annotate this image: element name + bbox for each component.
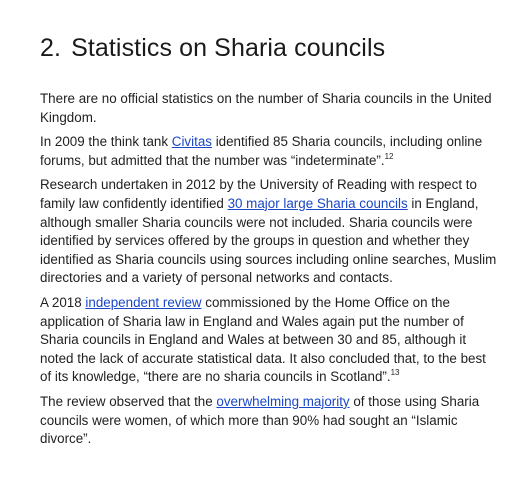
overwhelming-majority-link[interactable]: overwhelming majority — [216, 393, 350, 409]
paragraph-text-before: In 2009 the think tank — [40, 134, 172, 150]
civitas-link[interactable]: Civitas — [171, 134, 212, 150]
paragraph-independent-review — [40, 294, 500, 387]
paragraph-text-before: A 2018 — [40, 294, 86, 310]
section-number: 2. — [40, 34, 62, 62]
major-sharia-councils-link[interactable]: 30 major large Sharia councils — [227, 195, 408, 211]
section-title: Statistics on Sharia councils — [71, 34, 386, 62]
footnote-marker-12: 12 — [384, 151, 394, 161]
footnote-marker-13: 13 — [390, 368, 400, 378]
paragraph-no-official-statistics — [40, 90, 500, 127]
paragraph-university-of-reading — [40, 176, 500, 288]
paragraph-overwhelming-majority — [40, 393, 500, 449]
section-heading — [40, 32, 500, 64]
paragraph-civitas — [40, 133, 500, 170]
paragraph-text-after: in England, although smaller Sharia councils were not included. Sharia councils were identified by services offered by the groups in question and whether they identified as Sharia councils using sources including online searches, Muslim directories and a variety of personal networks and contacts. — [40, 195, 497, 286]
paragraph-text-after: commissioned by the Home Office on the application of Sharia law in England and Wales again put the number of Sharia councils in England and Wales at between 30 and 85, although it noted the lack of accurate statistical data. It also concluded that, to the best of its knowledge, “there are no sharia councils in Scotland”. — [40, 294, 486, 385]
paragraph-text: There are no official statistics on the number of Sharia councils in the United Kingdom. — [40, 91, 492, 125]
paragraph-text-before: Research undertaken in 2012 by the University of Reading with respect to family law confidently identified — [40, 177, 477, 211]
independent-review-link[interactable]: independent review — [85, 294, 202, 310]
paragraph-text-after: of those using Sharia councils were women, of which more than 90% had sought an “Islamic divorce”. — [40, 393, 480, 447]
paragraph-text-before: The review observed that the — [40, 393, 217, 409]
paragraph-text-after: identified 85 Sharia councils, including online forums, but admitted that the number was “indeterminate”. — [40, 134, 483, 168]
document-page — [40, 32, 500, 455]
